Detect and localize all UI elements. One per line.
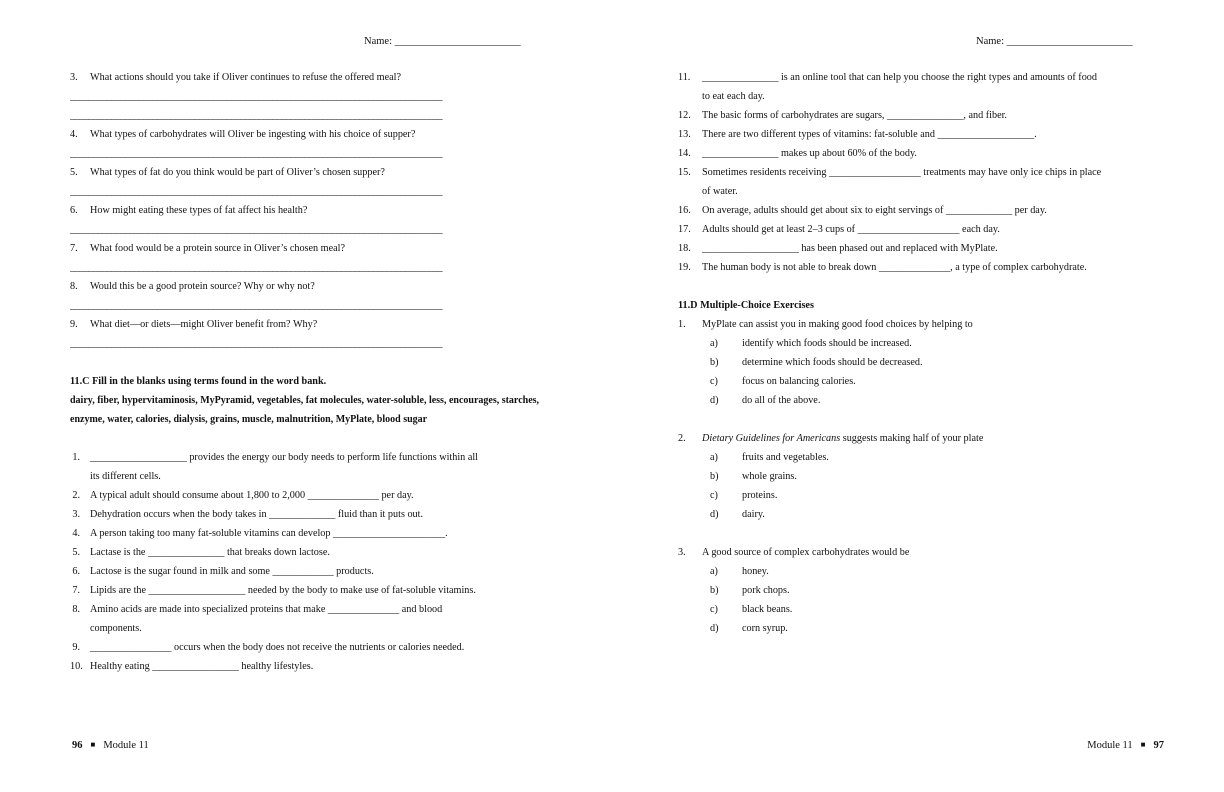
- mc-number: 1.: [678, 319, 686, 330]
- mc-stem-text: suggests making half of your plate: [840, 433, 984, 444]
- fill-item: [70, 600, 540, 638]
- section-heading: 11.D Multiple-Choice Exercises: [678, 300, 814, 311]
- fill-number: 16.: [678, 205, 691, 216]
- spacer: [678, 277, 1158, 296]
- question-text: What types of carbohydrates will Oliver be ingesting with his choice of supper?: [90, 129, 416, 140]
- fill-line: ___________________ has been phased out and replaced with MyPlate.: [702, 243, 998, 254]
- option-text: do all of the above.: [742, 395, 821, 406]
- fill-number: 12.: [678, 110, 691, 121]
- spacer: [678, 410, 1158, 429]
- question-text: How might eating these types of fat affect his health?: [90, 205, 308, 216]
- section-heading: 11.C Fill in the blanks using terms found in the word bank.: [70, 376, 327, 387]
- option-letter: d): [710, 509, 719, 520]
- mc-number: 3.: [678, 547, 686, 558]
- option-letter: c): [710, 376, 718, 387]
- fill-line: The basic forms of carbohydrates are sugars, _______________, and fiber.: [702, 110, 1007, 121]
- fill-number: 1.: [72, 452, 80, 463]
- fill-item: [70, 524, 540, 543]
- fill-line: Dehydration occurs when the body takes in _____________ fluid than it puts out.: [90, 509, 424, 520]
- fill-line: Lipids are the ___________________ needed by the body to make use of fat-soluble vitamins.: [90, 585, 476, 596]
- fill-line: ___________________ provides the energy our body needs to perform life functions within all: [90, 452, 479, 463]
- mc-option: [678, 334, 1158, 353]
- question-text: What actions should you take if Oliver continues to refuse the offered meal?: [90, 72, 401, 83]
- option-letter: d): [710, 395, 719, 406]
- fill-item: [70, 657, 540, 676]
- fill-item: [678, 239, 1158, 258]
- mc-option: [678, 372, 1158, 391]
- option-text: identify which foods should be increased.: [742, 338, 912, 349]
- mc-option: [678, 467, 1158, 486]
- fill-text: [90, 524, 540, 543]
- fill-number: 10.: [70, 661, 83, 672]
- name-field-right: Name: ________________________: [976, 36, 1133, 47]
- fill-text: [702, 144, 1158, 163]
- mc-stem: [702, 315, 1158, 334]
- mc-question: [678, 429, 1158, 448]
- fill-line: components.: [90, 623, 142, 634]
- question-item: [70, 239, 540, 258]
- option-letter: a): [710, 452, 718, 463]
- fill-number: 6.: [72, 566, 80, 577]
- question-number: 3.: [70, 72, 78, 83]
- question-text: What food would be a protein source in Oliver’s chosen meal?: [90, 243, 345, 254]
- page-number: 97: [1153, 740, 1164, 751]
- fill-number: 15.: [678, 167, 691, 178]
- fill-item: [678, 144, 1158, 163]
- mc-stem-text: MyPlate can assist you in making good food choices by helping to: [702, 319, 973, 330]
- fill-text: [90, 638, 540, 657]
- question-number: 7.: [70, 243, 78, 254]
- footer-module: Module 11: [1087, 740, 1133, 751]
- left-column: [70, 68, 540, 676]
- fill-text: [702, 201, 1158, 220]
- option-text: pork chops.: [742, 585, 790, 596]
- option-letter: a): [710, 566, 718, 577]
- fill-line: The human body is not able to break down ______________, a type of complex carbohydrate.: [702, 262, 1087, 273]
- question-text: What diet—or diets—might Oliver benefit from? Why?: [90, 319, 318, 330]
- fill-text: [90, 657, 540, 676]
- fill-line: _______________ is an online tool that can help you choose the right types and amounts of food: [702, 72, 1097, 83]
- option-letter: b): [710, 585, 719, 596]
- fill-item: [678, 106, 1158, 125]
- question-number: 8.: [70, 281, 78, 292]
- right-page: [612, 0, 1224, 792]
- option-text: black beans.: [742, 604, 793, 615]
- fill-line: its different cells.: [90, 471, 161, 482]
- fill-text: [90, 448, 540, 486]
- mc-stem: [702, 543, 1158, 562]
- right-column: [678, 68, 1158, 638]
- mc-option: [678, 562, 1158, 581]
- fill-text: [702, 106, 1158, 125]
- fill-item: [678, 258, 1158, 277]
- fill-number: 13.: [678, 129, 691, 140]
- answer-line: _________________________________________________________________________________: [70, 91, 443, 102]
- fill-line: Lactase is the _______________ that breaks down lactose.: [90, 547, 330, 558]
- footer-module: Module 11: [103, 740, 149, 751]
- fill-line: Lactose is the sugar found in milk and some ____________ products.: [90, 566, 374, 577]
- mc-stem-text: A good source of complex carbohydrates would be: [702, 547, 910, 558]
- question-item: [70, 68, 540, 87]
- mc-option: [678, 600, 1158, 619]
- fill-text: [702, 163, 1158, 201]
- fill-line: to eat each day.: [702, 91, 765, 102]
- option-text: corn syrup.: [742, 623, 788, 634]
- footer-left: [72, 740, 149, 751]
- question-item: [70, 125, 540, 144]
- fill-number: 11.: [678, 72, 691, 83]
- fill-line: On average, adults should get about six to eight servings of _____________ per day.: [702, 205, 1047, 216]
- mc-option: [678, 619, 1158, 638]
- answer-line: _________________________________________________________________________________: [70, 148, 443, 159]
- option-text: determine which foods should be decreased.: [742, 357, 923, 368]
- mc-option: [678, 486, 1158, 505]
- mc-option: [678, 353, 1158, 372]
- option-letter: b): [710, 471, 719, 482]
- fill-text: [702, 220, 1158, 239]
- fill-item: [70, 486, 540, 505]
- option-text: dairy.: [742, 509, 765, 520]
- option-text: focus on balancing calories.: [742, 376, 856, 387]
- fill-number: 3.: [72, 509, 80, 520]
- option-letter: c): [710, 604, 718, 615]
- option-letter: b): [710, 357, 719, 368]
- fill-line: There are two different types of vitamins: fat-soluble and ___________________.: [702, 129, 1037, 140]
- fill-line: ________________ occurs when the body does not receive the nutrients or calories needed.: [90, 642, 465, 653]
- mc-option: [678, 581, 1158, 600]
- mc-question: [678, 543, 1158, 562]
- fill-line: A typical adult should consume about 1,800 to 2,000 ______________ per day.: [90, 490, 414, 501]
- mc-option: [678, 505, 1158, 524]
- option-letter: c): [710, 490, 718, 501]
- fill-item: [70, 581, 540, 600]
- fill-text: [702, 68, 1158, 106]
- fill-line: A person taking too many fat-soluble vitamins can develop ______________________.: [90, 528, 448, 539]
- fill-text: [90, 505, 540, 524]
- fill-line: Amino acids are made into specialized proteins that make ______________ and blood: [90, 604, 443, 615]
- mc-question: [678, 315, 1158, 334]
- fill-item: [678, 163, 1158, 201]
- question-item: [70, 277, 540, 296]
- mc-option: [678, 391, 1158, 410]
- fill-item: [70, 448, 540, 486]
- answer-line: _________________________________________________________________________________: [70, 186, 443, 197]
- fill-number: 17.: [678, 224, 691, 235]
- spacer: [70, 429, 540, 448]
- question-item: [70, 315, 540, 334]
- footer-right: [1087, 740, 1164, 751]
- spacer: [678, 524, 1158, 543]
- fill-number: 5.: [72, 547, 80, 558]
- footer-bullet-icon: ■: [1140, 740, 1146, 749]
- fill-item: [70, 562, 540, 581]
- question-number: 5.: [70, 167, 78, 178]
- page-number: 96: [72, 740, 83, 751]
- fill-number: 9.: [72, 642, 80, 653]
- fill-text: [702, 258, 1158, 277]
- fill-item: [678, 68, 1158, 106]
- fill-line: _______________ makes up about 60% of the body.: [702, 148, 917, 159]
- fill-number: 18.: [678, 243, 691, 254]
- mc-number: 2.: [678, 433, 686, 444]
- question-item: [70, 163, 540, 182]
- fill-number: 2.: [72, 490, 80, 501]
- option-text: fruits and vegetables.: [742, 452, 829, 463]
- question-text: Would this be a good protein source? Why or why not?: [90, 281, 315, 292]
- fill-item: [70, 543, 540, 562]
- fill-text: [90, 581, 540, 600]
- fill-line: Adults should get at least 2–3 cups of ____________________ each day.: [702, 224, 1000, 235]
- word-bank: dairy, fiber, hypervitaminosis, MyPyramid, vegetables, fat molecules, water-soluble, less, encourages, starches, enzyme, water, calories, dialysis, grains, muscle, malnutrition, MyPlate, blood sugar: [70, 395, 540, 425]
- option-letter: d): [710, 623, 719, 634]
- mc-stem-italic: Dietary Guidelines for Americans: [702, 433, 841, 444]
- answer-line: _________________________________________________________________________________: [70, 338, 443, 349]
- fill-item: [678, 201, 1158, 220]
- question-number: 4.: [70, 129, 78, 140]
- footer-bullet-icon: ■: [90, 740, 96, 749]
- fill-line: Healthy eating _________________ healthy lifestyles.: [90, 661, 314, 672]
- answer-line: _________________________________________________________________________________: [70, 110, 443, 121]
- option-text: honey.: [742, 566, 769, 577]
- fill-item: [678, 125, 1158, 144]
- fill-line: of water.: [702, 186, 738, 197]
- question-item: [70, 201, 540, 220]
- fill-item: [678, 220, 1158, 239]
- fill-number: 7.: [72, 585, 80, 596]
- spacer: [70, 353, 540, 372]
- fill-text: [90, 486, 540, 505]
- answer-line: _________________________________________________________________________________: [70, 300, 443, 311]
- question-number: 6.: [70, 205, 78, 216]
- fill-text: [702, 125, 1158, 144]
- fill-line: Sometimes residents receiving __________________ treatments may have only ice chips in place: [702, 167, 1102, 178]
- answer-line: _________________________________________________________________________________: [70, 224, 443, 235]
- fill-text: [90, 600, 540, 638]
- fill-number: 19.: [678, 262, 691, 273]
- question-number: 9.: [70, 319, 78, 330]
- question-text: What types of fat do you think would be part of Oliver’s chosen supper?: [90, 167, 385, 178]
- fill-number: 8.: [72, 604, 80, 615]
- name-field-left: Name: ________________________: [364, 36, 521, 47]
- fill-number: 4.: [72, 528, 80, 539]
- fill-text: [90, 562, 540, 581]
- mc-stem: [702, 429, 1158, 448]
- answer-line: _________________________________________________________________________________: [70, 262, 443, 273]
- fill-item: [70, 638, 540, 657]
- fill-number: 14.: [678, 148, 691, 159]
- fill-item: [70, 505, 540, 524]
- fill-text: [702, 239, 1158, 258]
- option-text: proteins.: [742, 490, 778, 501]
- fill-text: [90, 543, 540, 562]
- option-text: whole grains.: [742, 471, 797, 482]
- mc-option: [678, 448, 1158, 467]
- option-letter: a): [710, 338, 718, 349]
